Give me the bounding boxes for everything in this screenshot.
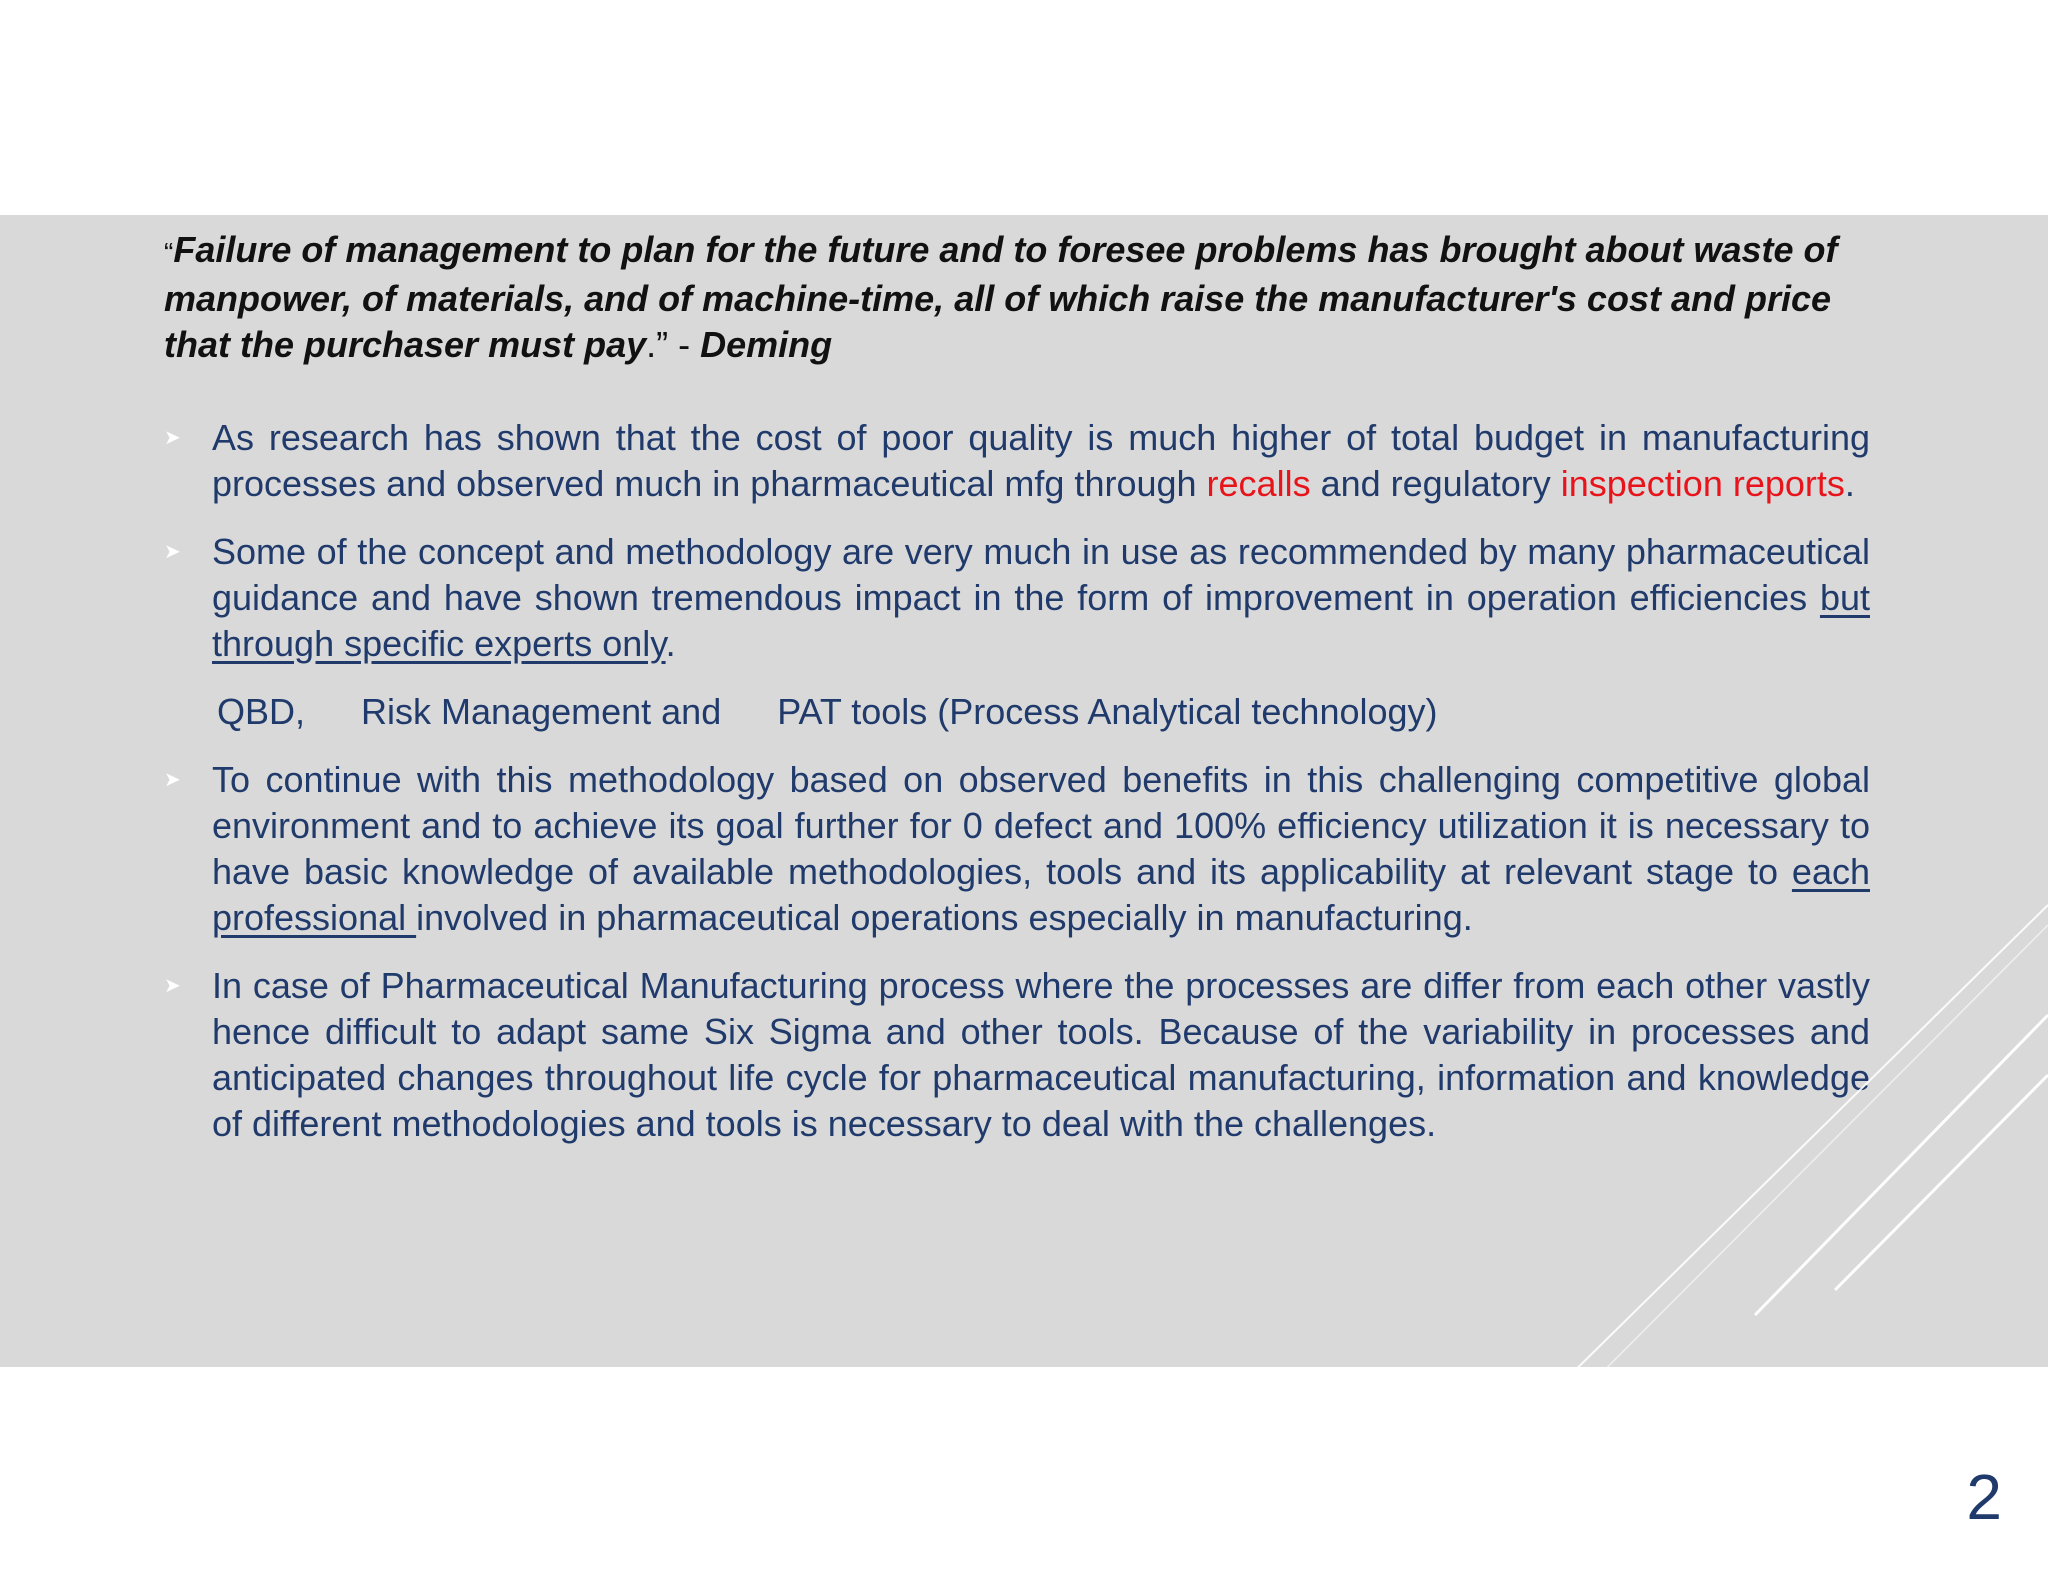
arrowhead-bullet-icon: ➤ [164, 769, 181, 791]
bullet-text: involved in pharmaceutical operations especially in manufacturing. [416, 897, 1473, 938]
bullet-item-methodology [164, 529, 1870, 667]
quote-open-mark: “ [164, 237, 174, 268]
bullet-text: As research has shown that the cost of poor quality is much higher of total budget in manufacturing processes and observed much in pharmaceutical mfg through [212, 417, 1870, 504]
highlight-recalls: recalls [1206, 463, 1311, 504]
bullet-text: To continue with this methodology based on observed benefits in this challenging competitive global environment and to achieve its goal further for 0 defect and 100% efficiency utilization it is necessary to have basic knowledge of available methodologies, tools and its applicability at relevant stage to [212, 759, 1870, 892]
bullet-item-cost-of-quality [164, 415, 1870, 507]
arrowhead-bullet-icon: ➤ [164, 427, 181, 449]
tool-qbd: QBD, [217, 691, 306, 732]
quote-close: .” - [646, 324, 701, 365]
quote-text: Failure of management to plan for the future and to foresee problems has brought about waste of manpower, of materials, and of machine-time, all of which raise the manufacturer's cost and price that the purchaser must pay [164, 229, 1838, 365]
bullet-text: In case of Pharmaceutical Manufacturing process where the processes are differ from each other vastly hence difficult to adapt same Six Sigma and other tools. Because of the variability in processes and anticipated changes throughout life cycle for pharmaceutical manufacturing, information and knowledge of different methodologies and tools is necessary to deal with the challenges. [212, 965, 1870, 1144]
highlight-inspection-reports: inspection reports [1560, 463, 1845, 504]
page-number: 2 [1966, 1461, 2002, 1533]
tool-risk-management: Risk Management and [361, 691, 722, 732]
tool-pat: PAT tools (Process Analytical technology) [777, 691, 1438, 732]
decorative-diagonal-lines [1500, 905, 2048, 1485]
quote-block [164, 227, 1884, 368]
arrowhead-bullet-icon: ➤ [164, 541, 181, 563]
bullet-text: . [1844, 463, 1855, 504]
quote-author: Deming [700, 324, 833, 365]
arrowhead-bullet-icon: ➤ [164, 975, 181, 997]
bullet-text: Some of the concept and methodology are very much in use as recommended by many pharmaceutical guidance and have shown tremendous impact in the form of improvement in operation efficiencies [212, 531, 1870, 618]
bullet-text: . [665, 623, 676, 664]
underlined-each-professional: each professional [212, 851, 1870, 938]
bullet-text: and regulatory [1310, 463, 1561, 504]
slide [0, 215, 2048, 1533]
underlined-specific-experts: but through specific experts only [212, 577, 1870, 664]
tools-line [164, 689, 1870, 735]
